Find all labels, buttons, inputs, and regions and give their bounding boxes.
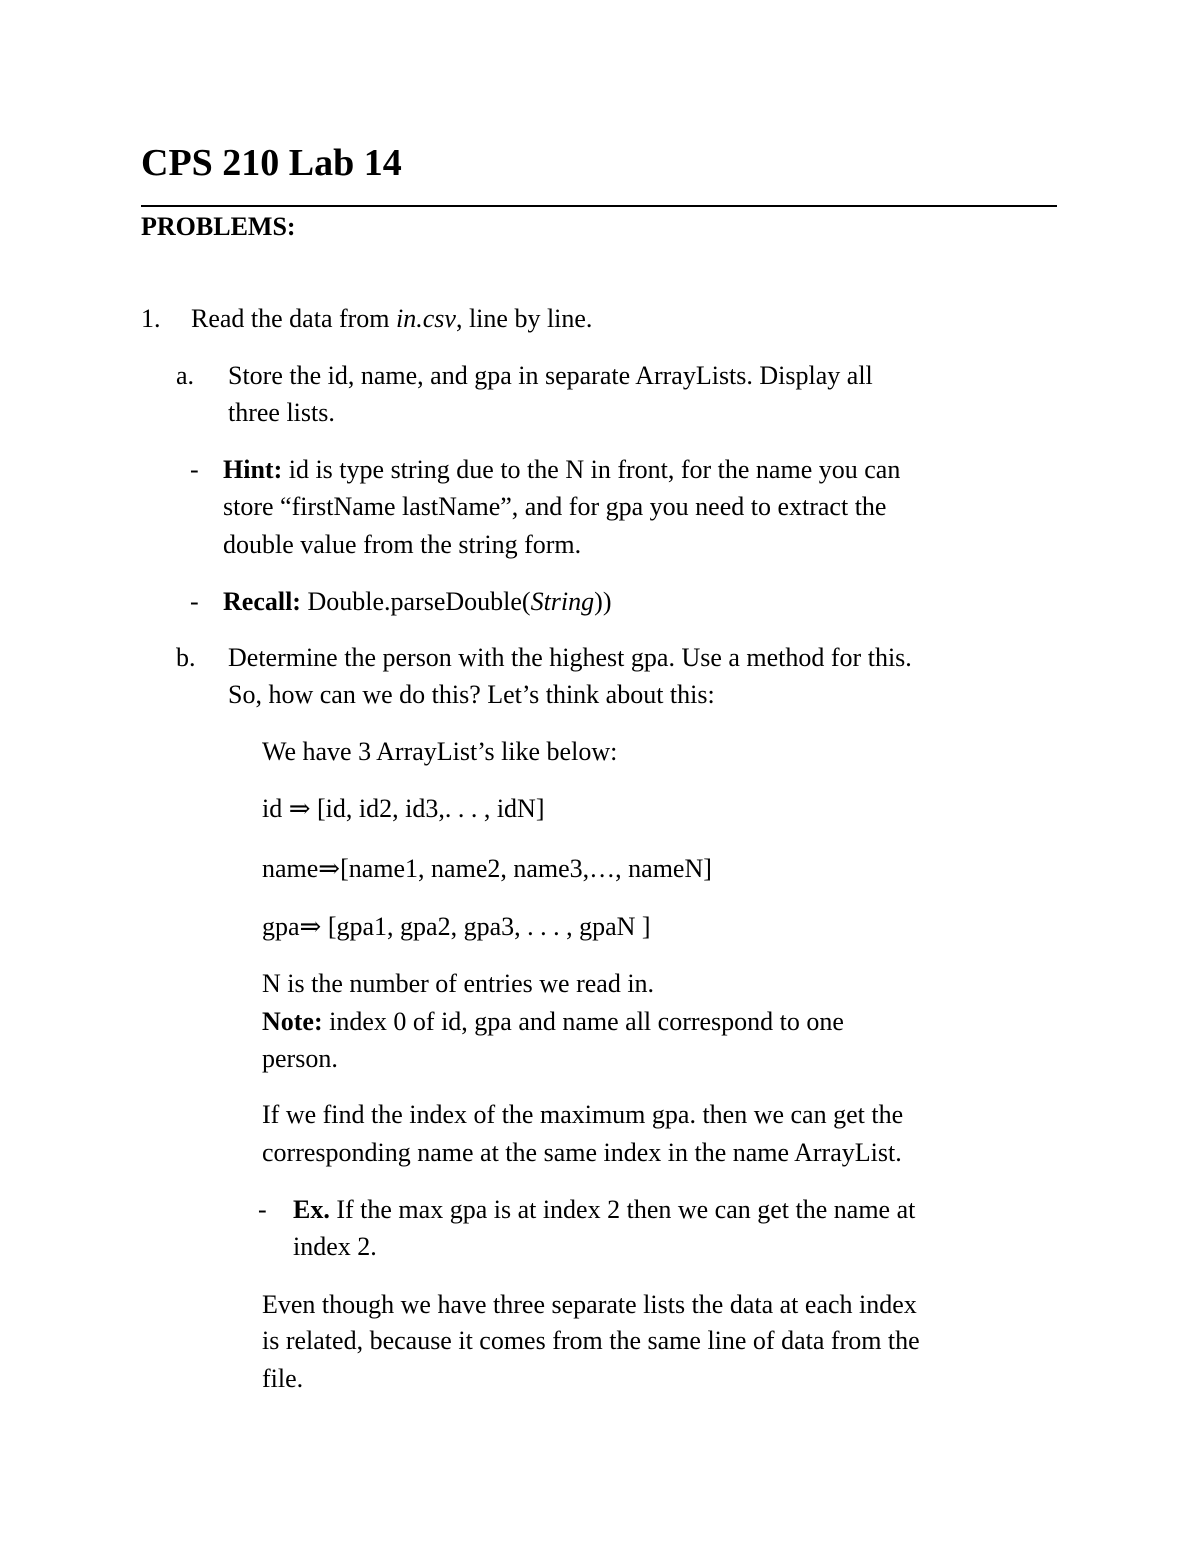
gpa-list: gpa⇒ [gpa1, gpa2, gpa3, . . . , gpaN ] (262, 912, 651, 941)
filename: in.csv (396, 304, 456, 333)
problem-number: 1. (141, 304, 161, 333)
note-text: index 0 of id, gpa and name all correspond to one (322, 1007, 844, 1036)
bullet-dash: - (190, 455, 199, 484)
n-definition: N is the number of entries we read in. (262, 969, 655, 998)
closing-line: file. (262, 1364, 304, 1393)
recall-label: Recall: (223, 587, 301, 616)
lists-intro: We have 3 ArrayList’s like below: (262, 737, 618, 766)
part-b-marker: b. (176, 643, 196, 672)
hint-text: id is type string due to the N in front, for the name you can (282, 455, 901, 484)
note-line: person. (262, 1044, 338, 1073)
part-a-line: three lists. (228, 398, 335, 427)
example-text: If the max gpa is at index 2 then we can get the name at (329, 1195, 916, 1224)
max-gpa-line: corresponding name at the same index in the name ArrayList. (262, 1138, 902, 1167)
recall-code-arg: String (530, 587, 595, 616)
hint-label: Hint: (223, 455, 283, 484)
part-b-line: So, how can we do this? Let’s think about this: (228, 680, 715, 709)
max-gpa-line: If we find the index of the maximum gpa. then we can get the (262, 1100, 904, 1129)
hint-line: double value from the string form. (223, 530, 582, 559)
note-line (262, 1003, 844, 1040)
title-divider (141, 205, 1057, 207)
problem-1-statement (191, 300, 592, 337)
example-line: index 2. (293, 1232, 377, 1261)
part-a-marker: a. (176, 361, 195, 390)
id-list: id ⇒ [id, id2, id3,. . . , idN] (262, 794, 545, 823)
example-line (293, 1191, 915, 1228)
statement-text-end: , line by line. (455, 304, 593, 333)
part-b-line: Determine the person with the highest gpa. Use a method for this. (228, 643, 912, 672)
example-label: Ex. (293, 1195, 330, 1224)
recall-line (223, 583, 611, 620)
page-title: CPS 210 Lab 14 (141, 142, 402, 184)
note-label: Note: (262, 1007, 323, 1036)
statement-text: Read the data from (191, 304, 397, 333)
part-a-line: Store the id, name, and gpa in separate ArrayLists. Display all (228, 361, 873, 390)
hint-line (223, 451, 900, 488)
recall-code: Double.parseDouble( (300, 587, 531, 616)
closing-line: is related, because it comes from the same line of data from the (262, 1326, 920, 1355)
closing-line: Even though we have three separate lists the data at each index (262, 1290, 917, 1319)
hint-line: store “firstName lastName”, and for gpa you need to extract the (223, 492, 887, 521)
bullet-dash: - (190, 587, 199, 616)
bullet-dash: - (258, 1195, 267, 1224)
section-heading: PROBLEMS: (141, 212, 296, 241)
recall-code-end: )) (594, 587, 612, 616)
name-list: name⇒[name1, name2, name3,…, nameN] (262, 854, 712, 883)
